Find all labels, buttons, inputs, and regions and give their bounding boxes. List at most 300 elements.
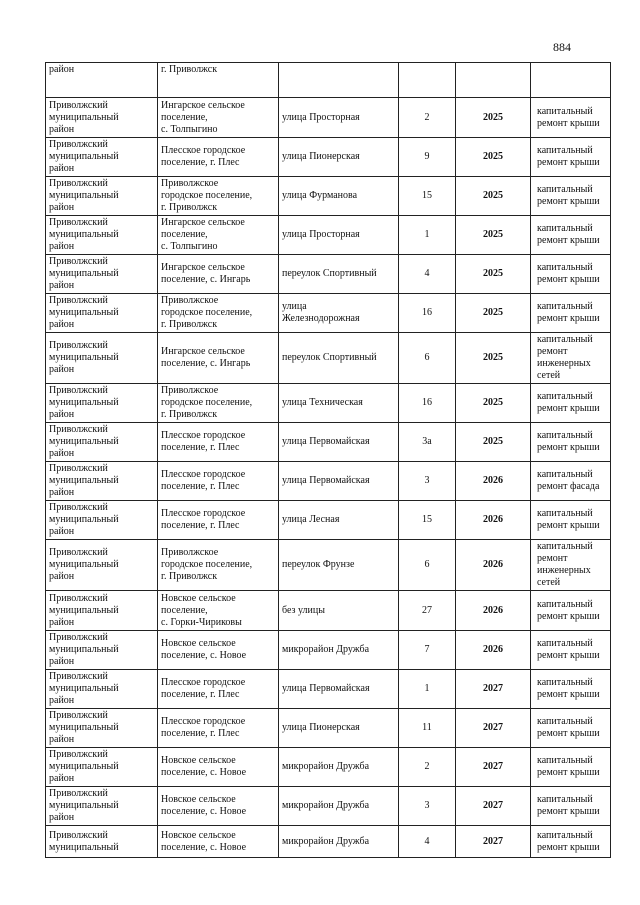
work-line: ремонт крыши bbox=[537, 520, 600, 531]
district-line: район bbox=[49, 695, 75, 706]
work-line: капитальный bbox=[537, 794, 593, 805]
settlement-cell bbox=[158, 333, 279, 384]
settlement-line: Плесское городское bbox=[161, 508, 246, 519]
street-line: улица Пионерская bbox=[282, 151, 360, 162]
house-number-cell: 3а bbox=[399, 423, 456, 462]
year-cell: 2025 bbox=[456, 138, 531, 177]
settlement-cell bbox=[158, 631, 279, 670]
settlement-line: поселение, с. Ингарь bbox=[161, 274, 251, 285]
house-number-cell bbox=[399, 63, 456, 98]
table-row bbox=[46, 138, 611, 177]
house-number-cell: 2 bbox=[399, 98, 456, 138]
work-line: сетей bbox=[537, 577, 561, 588]
work-type-cell bbox=[531, 631, 611, 670]
street-line: улица Техническая bbox=[282, 397, 363, 408]
settlement-line: Новское сельское bbox=[161, 829, 236, 841]
street-cell bbox=[279, 216, 399, 255]
house-number-cell: 3 bbox=[399, 462, 456, 501]
settlement-line: Плесское городское bbox=[161, 430, 246, 441]
district-cell bbox=[46, 216, 158, 255]
district-line: район bbox=[49, 571, 75, 582]
district-line: Приволжский bbox=[49, 671, 108, 682]
street-cell bbox=[279, 384, 399, 423]
street-cell bbox=[279, 177, 399, 216]
district-cell bbox=[46, 294, 158, 333]
table-row bbox=[46, 787, 611, 826]
settlement-line: Приволжское bbox=[161, 178, 219, 189]
street-cell bbox=[279, 631, 399, 670]
house-number-cell: 3 bbox=[399, 787, 456, 826]
district-line: Приволжский bbox=[49, 502, 108, 513]
work-line: капитальный bbox=[537, 716, 593, 727]
settlement-line: поселение, г. Плес bbox=[161, 689, 240, 700]
work-line: ремонт крыши bbox=[537, 117, 600, 129]
work-type-cell bbox=[531, 63, 611, 98]
year-cell: 2025 bbox=[456, 216, 531, 255]
work-type-cell bbox=[531, 177, 611, 216]
settlement-line: Ингарское сельское bbox=[161, 99, 245, 111]
table-row bbox=[46, 98, 611, 138]
work-line: капитальный bbox=[537, 301, 593, 312]
page-number: 884 bbox=[553, 40, 571, 54]
street-cell bbox=[279, 787, 399, 826]
street-cell bbox=[279, 63, 399, 98]
house-number-cell: 9 bbox=[399, 138, 456, 177]
work-line: ремонт крыши bbox=[537, 689, 600, 700]
street-line: улица Первомайская bbox=[282, 683, 370, 694]
street-line: улица Просторная bbox=[282, 229, 360, 240]
work-line: капитальный bbox=[537, 391, 593, 402]
work-line: сетей bbox=[537, 370, 561, 381]
district-line: муниципальный bbox=[49, 604, 119, 616]
district-line: Приволжский bbox=[49, 217, 108, 228]
work-line: ремонт крыши bbox=[537, 728, 600, 739]
year-cell: 2025 bbox=[456, 333, 531, 384]
street-line: микрорайон Дружба bbox=[282, 644, 370, 655]
district-line: район bbox=[49, 812, 75, 823]
settlement-line: поселение, с. Новое bbox=[161, 841, 247, 853]
work-line: капитальный bbox=[537, 829, 593, 841]
work-type-cell bbox=[531, 138, 611, 177]
work-line: ремонт крыши bbox=[537, 274, 600, 285]
settlement-line: Новское сельское bbox=[161, 755, 236, 766]
settlement-line: поселение, с. Новое bbox=[161, 767, 247, 778]
district-line: Приволжский bbox=[49, 829, 108, 841]
district-line: муниципальный bbox=[49, 644, 119, 655]
district-line: район bbox=[49, 526, 75, 537]
work-line: ремонт крыши bbox=[537, 313, 600, 324]
district-line: Приволжский bbox=[49, 710, 108, 721]
house-number-cell: 6 bbox=[399, 333, 456, 384]
settlement-cell bbox=[158, 670, 279, 709]
settlement-line: поселение, bbox=[161, 229, 208, 240]
street-cell bbox=[279, 748, 399, 787]
work-line: ремонт bbox=[537, 553, 568, 564]
settlement-line: поселение, г. Плес bbox=[161, 520, 240, 531]
settlement-cell bbox=[158, 748, 279, 787]
district-line: Приволжский bbox=[49, 99, 108, 111]
street-cell bbox=[279, 709, 399, 748]
work-type-cell bbox=[531, 98, 611, 138]
district-line: район bbox=[49, 656, 75, 667]
settlement-line: Плесское городское bbox=[161, 469, 246, 480]
settlement-cell bbox=[158, 384, 279, 423]
year-cell: 2025 bbox=[456, 423, 531, 462]
year-cell: 2026 bbox=[456, 462, 531, 501]
district-line: Приволжский bbox=[49, 547, 108, 558]
district-line: муниципальный bbox=[49, 475, 119, 486]
year-cell: 2025 bbox=[456, 294, 531, 333]
year-cell: 2027 bbox=[456, 826, 531, 858]
work-type-cell bbox=[531, 826, 611, 858]
district-cell bbox=[46, 98, 158, 138]
district-line: район bbox=[49, 734, 75, 745]
work-line: капитальный bbox=[537, 262, 593, 273]
settlement-cell bbox=[158, 216, 279, 255]
street-cell bbox=[279, 670, 399, 709]
work-type-cell bbox=[531, 540, 611, 591]
settlement-line: Новское сельское bbox=[161, 638, 236, 649]
work-line: инженерных bbox=[537, 358, 591, 369]
year-cell: 2027 bbox=[456, 787, 531, 826]
settlement-cell bbox=[158, 591, 279, 631]
work-type-cell bbox=[531, 294, 611, 333]
district-cell bbox=[46, 501, 158, 540]
work-line: капитальный bbox=[537, 469, 593, 480]
settlement-line: Приволжское bbox=[161, 547, 219, 558]
street-line: улица Лесная bbox=[282, 514, 340, 525]
street-cell bbox=[279, 462, 399, 501]
district-line: муниципальный bbox=[49, 436, 119, 447]
district-line: муниципальный bbox=[49, 268, 119, 279]
district-line: район bbox=[49, 616, 75, 628]
district-cell bbox=[46, 333, 158, 384]
table-row bbox=[46, 631, 611, 670]
street-line: улица bbox=[282, 301, 307, 312]
work-line: ремонт крыши bbox=[537, 442, 600, 453]
district-line: Приволжский bbox=[49, 424, 108, 435]
table-row bbox=[46, 333, 611, 384]
settlement-line: поселение, г. Плес bbox=[161, 728, 240, 739]
district-cell bbox=[46, 709, 158, 748]
work-line: ремонт крыши bbox=[537, 403, 600, 414]
house-number-cell: 16 bbox=[399, 294, 456, 333]
table-row bbox=[46, 462, 611, 501]
district-cell bbox=[46, 670, 158, 709]
work-type-cell bbox=[531, 670, 611, 709]
work-line: капитальный bbox=[537, 638, 593, 649]
district-line: район bbox=[49, 163, 75, 174]
settlement-line: Плесское городское bbox=[161, 145, 246, 156]
settlement-cell bbox=[158, 787, 279, 826]
settlement-cell bbox=[158, 501, 279, 540]
street-line: переулок Спортивный bbox=[282, 352, 377, 363]
settlement-cell bbox=[158, 423, 279, 462]
district-line: муниципальный bbox=[49, 514, 119, 525]
district-line: Приволжский bbox=[49, 749, 108, 760]
settlement-line: поселение, г. Плес bbox=[161, 157, 240, 168]
district-cell: район bbox=[46, 63, 158, 98]
district-cell bbox=[46, 423, 158, 462]
settlement-line: городское поселение, bbox=[161, 190, 253, 201]
house-number-cell: 1 bbox=[399, 670, 456, 709]
settlement-line: городское поселение, bbox=[161, 559, 253, 570]
street-line: Железнодорожная bbox=[282, 313, 360, 324]
district-line: Приволжский bbox=[49, 139, 108, 150]
work-type-cell bbox=[531, 216, 611, 255]
street-line: улица Первомайская bbox=[282, 436, 370, 447]
district-line: муниципальный bbox=[49, 111, 119, 123]
district-cell bbox=[46, 591, 158, 631]
year-cell: 2025 bbox=[456, 98, 531, 138]
work-line: ремонт крыши bbox=[537, 196, 600, 207]
settlement-line: поселение, bbox=[161, 111, 208, 123]
district-line: район bbox=[49, 241, 75, 252]
work-line: капитальный bbox=[537, 677, 593, 688]
settlement-cell bbox=[158, 540, 279, 591]
district-line: район bbox=[49, 773, 75, 784]
district-line: район bbox=[49, 487, 75, 498]
district-line: Приволжский bbox=[49, 632, 108, 643]
table-row bbox=[46, 216, 611, 255]
district-line: район bbox=[49, 409, 75, 420]
settlement-line: с. Толпыгино bbox=[161, 241, 218, 252]
district-line: Приволжский bbox=[49, 463, 108, 474]
settlement-line: городское поселение, bbox=[161, 307, 253, 318]
settlement-line: Плесское городское bbox=[161, 716, 246, 727]
table-row bbox=[46, 709, 611, 748]
settlement-line: Приволжское bbox=[161, 295, 219, 306]
house-number-cell: 2 bbox=[399, 748, 456, 787]
district-line: муниципальный bbox=[49, 352, 119, 363]
settlement-cell bbox=[158, 255, 279, 294]
settlement-line: поселение, г. Плес bbox=[161, 481, 240, 492]
district-cell bbox=[46, 787, 158, 826]
work-line: ремонт крыши bbox=[537, 157, 600, 168]
work-line: ремонт крыши bbox=[537, 767, 600, 778]
work-type-cell bbox=[531, 748, 611, 787]
district-line: район bbox=[49, 123, 75, 135]
district-line: Приволжский bbox=[49, 788, 108, 799]
settlement-cell bbox=[158, 177, 279, 216]
house-number-cell: 15 bbox=[399, 177, 456, 216]
table-row bbox=[46, 294, 611, 333]
work-line: ремонт крыши bbox=[537, 806, 600, 817]
house-number-cell: 15 bbox=[399, 501, 456, 540]
settlement-line: Новское сельское bbox=[161, 794, 236, 805]
work-line: капитальный bbox=[537, 508, 593, 519]
year-cell: 2027 bbox=[456, 670, 531, 709]
year-cell bbox=[456, 63, 531, 98]
district-cell bbox=[46, 384, 158, 423]
district-cell bbox=[46, 748, 158, 787]
street-line: улица Фурманова bbox=[282, 190, 358, 201]
year-cell: 2026 bbox=[456, 591, 531, 631]
district-line: Приволжский bbox=[49, 592, 108, 604]
district-line: муниципальный bbox=[49, 307, 119, 318]
settlement-cell bbox=[158, 98, 279, 138]
district-line: Приволжский bbox=[49, 295, 108, 306]
street-cell bbox=[279, 294, 399, 333]
street-cell bbox=[279, 255, 399, 294]
work-line: ремонт крыши bbox=[537, 610, 600, 622]
table-row bbox=[46, 384, 611, 423]
house-number-cell: 6 bbox=[399, 540, 456, 591]
work-type-cell bbox=[531, 709, 611, 748]
settlement-line: Плесское городское bbox=[161, 677, 246, 688]
work-type-cell bbox=[531, 462, 611, 501]
work-line: капитальный bbox=[537, 430, 593, 441]
district-cell bbox=[46, 462, 158, 501]
district-line: район bbox=[49, 319, 75, 330]
district-line: муниципальный bbox=[49, 841, 119, 853]
settlement-line: поселение, с. Ингарь bbox=[161, 358, 251, 369]
year-cell: 2025 bbox=[456, 384, 531, 423]
year-cell: 2025 bbox=[456, 177, 531, 216]
work-line: капитальный bbox=[537, 184, 593, 195]
street-cell bbox=[279, 333, 399, 384]
house-number-cell: 11 bbox=[399, 709, 456, 748]
street-line: микрорайон Дружба bbox=[282, 835, 370, 847]
work-type-cell bbox=[531, 384, 611, 423]
housing-repair-table bbox=[45, 62, 611, 858]
house-number-cell: 4 bbox=[399, 826, 456, 858]
district-line: муниципальный bbox=[49, 559, 119, 570]
settlement-line: г. Приволжск bbox=[161, 409, 218, 420]
district-line: муниципальный bbox=[49, 151, 119, 162]
district-line: муниципальный bbox=[49, 683, 119, 694]
work-type-cell bbox=[531, 255, 611, 294]
settlement-cell bbox=[158, 826, 279, 858]
work-line: ремонт фасада bbox=[537, 481, 600, 492]
street-cell bbox=[279, 138, 399, 177]
work-line: капитальный bbox=[537, 334, 593, 345]
district-line: Приволжский bbox=[49, 256, 108, 267]
settlement-cell bbox=[158, 294, 279, 333]
settlement-line: городское поселение, bbox=[161, 397, 253, 408]
district-line: муниципальный bbox=[49, 397, 119, 408]
year-cell: 2026 bbox=[456, 631, 531, 670]
table-row bbox=[46, 826, 611, 858]
street-cell bbox=[279, 540, 399, 591]
street-cell bbox=[279, 826, 399, 858]
settlement-cell bbox=[158, 138, 279, 177]
settlement-line: г. Приволжск bbox=[161, 319, 218, 330]
district-line: муниципальный bbox=[49, 761, 119, 772]
street-line: переулок Фрунзе bbox=[282, 559, 355, 570]
year-cell: 2027 bbox=[456, 709, 531, 748]
work-type-cell bbox=[531, 423, 611, 462]
year-cell: 2026 bbox=[456, 501, 531, 540]
work-line: капитальный bbox=[537, 598, 593, 610]
district-line: район bbox=[49, 448, 75, 459]
settlement-line: Ингарское сельское bbox=[161, 262, 245, 273]
table-row bbox=[46, 670, 611, 709]
work-line: ремонт bbox=[537, 346, 568, 357]
work-line: инженерных bbox=[537, 565, 591, 576]
district-line: Приволжский bbox=[49, 385, 108, 396]
year-cell: 2027 bbox=[456, 748, 531, 787]
district-line: муниципальный bbox=[49, 800, 119, 811]
district-line: район bbox=[49, 364, 75, 375]
street-line: микрорайон Дружба bbox=[282, 800, 370, 811]
settlement-cell bbox=[158, 462, 279, 501]
table-row bbox=[46, 255, 611, 294]
street-cell bbox=[279, 501, 399, 540]
settlement-line: с. Толпыгино bbox=[161, 123, 218, 135]
table-row bbox=[46, 501, 611, 540]
settlement-line: поселение, г. Плес bbox=[161, 442, 240, 453]
work-line: капитальный bbox=[537, 755, 593, 766]
settlement-line: поселение, bbox=[161, 604, 208, 616]
house-number-cell: 16 bbox=[399, 384, 456, 423]
work-line: ремонт крыши bbox=[537, 650, 600, 661]
house-number-cell: 7 bbox=[399, 631, 456, 670]
settlement-line: Ингарское сельское bbox=[161, 217, 245, 228]
district-line: район bbox=[49, 280, 75, 291]
street-cell bbox=[279, 591, 399, 631]
work-line: капитальный bbox=[537, 223, 593, 234]
work-line: капитальный bbox=[537, 105, 593, 117]
street-line: улица Первомайская bbox=[282, 475, 370, 486]
street-line: микрорайон Дружба bbox=[282, 761, 370, 772]
settlement-line: поселение, с. Новое bbox=[161, 806, 247, 817]
district-line: Приволжский bbox=[49, 178, 108, 189]
settlement-line: поселение, с. Новое bbox=[161, 650, 247, 661]
street-line: переулок Спортивный bbox=[282, 268, 377, 279]
settlement-cell bbox=[158, 709, 279, 748]
district-line: муниципальный bbox=[49, 190, 119, 201]
street-line: без улицы bbox=[282, 604, 325, 616]
settlement-line: г. Приволжск bbox=[161, 202, 218, 213]
work-line: капитальный bbox=[537, 145, 593, 156]
house-number-cell: 1 bbox=[399, 216, 456, 255]
street-line: улица Просторная bbox=[282, 111, 360, 123]
district-cell bbox=[46, 177, 158, 216]
settlement-line: с. Горки-Чириковы bbox=[161, 616, 242, 628]
district-line: муниципальный bbox=[49, 229, 119, 240]
table-row bbox=[46, 540, 611, 591]
settlement-cell: г. Приволжск bbox=[158, 63, 279, 98]
street-line: улица Пионерская bbox=[282, 722, 360, 733]
table-row bbox=[46, 177, 611, 216]
settlement-line: Новское сельское bbox=[161, 592, 236, 604]
table-body bbox=[46, 63, 611, 858]
district-cell bbox=[46, 631, 158, 670]
table-row-continued bbox=[46, 63, 611, 98]
year-cell: 2026 bbox=[456, 540, 531, 591]
work-line: капитальный bbox=[537, 541, 593, 552]
district-line: район bbox=[49, 202, 75, 213]
street-cell bbox=[279, 98, 399, 138]
house-number-cell: 4 bbox=[399, 255, 456, 294]
settlement-line: Приволжское bbox=[161, 385, 219, 396]
district-cell bbox=[46, 138, 158, 177]
table-row bbox=[46, 423, 611, 462]
work-line: ремонт крыши bbox=[537, 841, 600, 853]
table-row bbox=[46, 748, 611, 787]
work-type-cell bbox=[531, 333, 611, 384]
work-line: ремонт крыши bbox=[537, 235, 600, 246]
district-cell bbox=[46, 826, 158, 858]
work-type-cell bbox=[531, 787, 611, 826]
settlement-line: Ингарское сельское bbox=[161, 346, 245, 357]
district-cell bbox=[46, 255, 158, 294]
year-cell: 2025 bbox=[456, 255, 531, 294]
district-cell bbox=[46, 540, 158, 591]
district-line: Приволжский bbox=[49, 340, 108, 351]
district-line: муниципальный bbox=[49, 722, 119, 733]
